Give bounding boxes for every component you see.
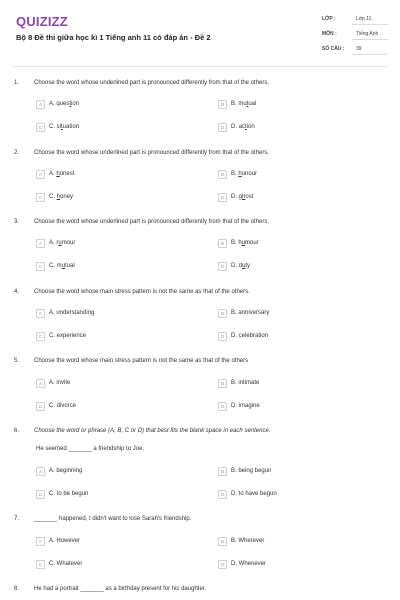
option-badge: C (36, 193, 45, 202)
meta-value: Lớp 11 (356, 16, 372, 22)
meta-underline (352, 54, 388, 55)
option-badge: A (36, 239, 45, 248)
option-c[interactable] (36, 331, 86, 341)
option-a[interactable] (36, 308, 94, 318)
option-d[interactable] (218, 122, 255, 132)
question-sentence: He seemed _______ a friendship to Joe. (36, 446, 145, 452)
option-text: C. situation (49, 124, 80, 130)
option-a[interactable] (36, 99, 79, 109)
option-badge: D (218, 560, 227, 569)
option-c[interactable] (36, 559, 82, 569)
option-text: B. Wherever (231, 538, 265, 544)
option-badge: A (36, 100, 45, 109)
option-badge: C (36, 332, 45, 341)
header-divider (12, 66, 388, 67)
option-text: B. humour (231, 240, 259, 246)
question-number: 2. (14, 150, 20, 156)
document-title: Bộ 8 Đề thi giữa học kì 1 Tiếng anh 11 có đáp án - Đề 2 (16, 33, 211, 42)
option-text: A. However (49, 538, 81, 544)
option-d[interactable] (218, 401, 260, 411)
option-b[interactable] (218, 238, 259, 248)
option-badge: B (218, 379, 227, 388)
option-badge: B (218, 537, 227, 546)
option-badge: C (36, 262, 45, 271)
option-text: A. beginning (49, 468, 83, 474)
option-b[interactable] (218, 308, 269, 318)
option-text: D. to have begun (231, 491, 277, 497)
option-b[interactable] (218, 99, 256, 109)
option-text: A. understanding (49, 310, 95, 316)
question-number: 5. (14, 358, 20, 364)
option-badge: A (36, 379, 45, 388)
option-badge: D (218, 262, 227, 271)
option-badge: D (218, 490, 227, 499)
option-text: D. imagine (231, 403, 260, 409)
option-text: C. to be begun (49, 491, 89, 497)
quizizz-logo: QUIZIZZ (16, 14, 68, 29)
question-number: 1. (14, 80, 20, 86)
option-text: C. honey (49, 194, 74, 200)
option-text: C. mutual (49, 263, 75, 269)
option-d[interactable] (218, 489, 277, 499)
option-d[interactable] (218, 331, 268, 341)
option-badge: A (36, 309, 45, 318)
question-text: He had a portrait _______ as a birthday present for his daughter. (34, 586, 207, 592)
option-badge: B (218, 467, 227, 476)
meta-label: SỐ CÂU : (322, 46, 345, 52)
question-number: 3. (14, 219, 20, 225)
option-text: C. Whatever (49, 561, 83, 567)
meta-value: Tiếng Anh (356, 31, 379, 37)
question-text: Choose the word whose underlined part is pronounced differently from that of the others. (34, 150, 270, 156)
option-a[interactable] (36, 238, 75, 248)
meta-label: LỚP : (322, 16, 336, 22)
meta-underline (352, 39, 388, 40)
option-badge: D (218, 402, 227, 411)
option-a[interactable] (36, 466, 82, 476)
option-c[interactable] (36, 261, 75, 271)
option-badge: B (218, 309, 227, 318)
question-text: Choose the word whose underlined part is pronounced differently from that of the others. (34, 80, 270, 86)
option-text: C. experience (49, 333, 87, 339)
option-text: B. honour (231, 171, 258, 177)
option-c[interactable] (36, 401, 76, 411)
option-badge: B (218, 100, 227, 109)
option-text: B. intimate (231, 380, 260, 386)
option-d[interactable] (218, 192, 253, 202)
option-text: D. action (231, 124, 255, 130)
option-badge: D (218, 332, 227, 341)
option-text: D. ghost (231, 194, 254, 200)
option-text: B. mutual (231, 101, 257, 107)
option-b[interactable] (218, 466, 271, 476)
option-b[interactable] (218, 536, 264, 546)
option-text: A. invite (49, 380, 71, 386)
option-text: D. Whenever (231, 561, 267, 567)
option-badge: B (218, 239, 227, 248)
option-badge: A (36, 467, 45, 476)
option-badge: D (218, 193, 227, 202)
option-text: B. anniversary (231, 310, 270, 316)
option-text: A. rumour (49, 240, 76, 246)
option-text: C. divorce (49, 403, 77, 409)
option-text: D. celebration (231, 333, 269, 339)
question-text: Choose the word whose main stress pattern is not the same as that of the others (34, 358, 249, 364)
option-c[interactable] (36, 122, 79, 132)
option-badge: C (36, 123, 45, 132)
option-a[interactable] (36, 169, 74, 179)
option-a[interactable] (36, 378, 70, 388)
option-text: B. being begun (231, 468, 272, 474)
option-c[interactable] (36, 192, 73, 202)
question-text: _______ happened, I didn't want to lose Sarah's friendship. (34, 516, 192, 522)
option-text: A. question (49, 101, 80, 107)
question-number: 8. (14, 586, 20, 592)
question-text: Choose the word or phrase (A, B, C or D) that best fits the blank space in each sentence. (34, 428, 271, 434)
option-badge: D (218, 123, 227, 132)
option-d[interactable] (218, 559, 266, 569)
question-number: 7. (14, 516, 20, 522)
question-number: 4. (14, 289, 20, 295)
option-d[interactable] (218, 261, 250, 271)
option-text: D. duty (231, 263, 251, 269)
meta-underline (352, 24, 388, 25)
option-badge: C (36, 490, 45, 499)
option-a[interactable] (36, 536, 80, 546)
option-badge: A (36, 537, 45, 546)
question-text: Choose the word whose main stress pattern is not the same as that of the others. (34, 289, 250, 295)
meta-label: MÔN : (322, 31, 337, 37)
option-text: A. honest (49, 171, 75, 177)
option-badge: C (36, 402, 45, 411)
question-number: 6. (14, 428, 20, 434)
option-badge: B (218, 170, 227, 179)
meta-value: 39 (356, 46, 362, 52)
option-badge: A (36, 170, 45, 179)
option-b[interactable] (218, 378, 259, 388)
option-badge: C (36, 560, 45, 569)
option-b[interactable] (218, 169, 257, 179)
option-c[interactable] (36, 489, 88, 499)
question-text: Choose the word whose underlined part is pronounced differently from that of the others. (34, 219, 270, 225)
